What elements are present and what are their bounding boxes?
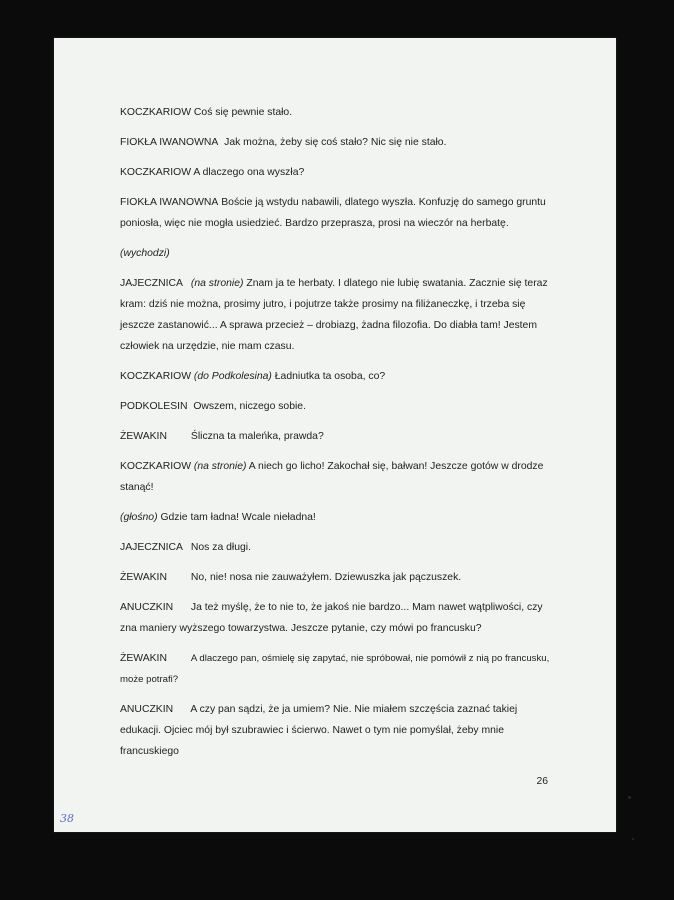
line-text: No, nie! nosa nie zauważyłem. Dziewuszka jak pączuszek. — [190, 572, 462, 583]
dialogue-line — [120, 699, 560, 762]
document-page — [54, 38, 616, 832]
dialogue-line — [120, 648, 560, 690]
dialogue-line — [120, 102, 560, 123]
line-text: Coś się pewnie stało. — [193, 107, 293, 118]
line-text: Owszem, niczego sobie. — [193, 401, 306, 412]
line-text: Znam ja te herbaty. I dlatego nie lubię swatania. Zacznie się teraz kram: dziś nie można, prosimy jutro, i pojutrze także prosimy na filiżaneczkę, i trzeba się jeszcze zastanowić... A sprawa przecież – drobiazg, żadna filozofia. Do diabła tam! Jestem człowiek na urzędzie, nie mam czasu. — [120, 278, 548, 352]
speaker-name: KOCZKARIOW — [120, 371, 192, 382]
speaker-name: FIOKŁA IWANOWNA — [120, 197, 219, 208]
scan-speck — [628, 796, 631, 799]
dialogue-line — [120, 132, 560, 153]
line-text: A dlaczego ona wyszła? — [193, 167, 305, 178]
stage-direction: (głośno) — [120, 512, 158, 523]
speaker-name: ŻEWAKIN — [120, 572, 167, 583]
speaker-name: JAJECZNICA — [120, 542, 183, 553]
line-text: A dlaczego pan, ośmielę się zapytać, nie spróbował, nie pomówił z nią po francusku, może potrafi? — [120, 653, 550, 685]
speaker-name: ANUCZKIN — [120, 704, 174, 715]
scan-speck — [632, 838, 634, 840]
speaker-name: KOCZKARIOW — [120, 461, 192, 472]
dialogue-line — [120, 162, 560, 183]
dialogue-line — [120, 537, 560, 558]
dialogue-line — [120, 456, 560, 498]
line-text: Boście ją wstydu nabawili, dlatego wyszła. Konfuzję do samego gruntu poniosła, więc nie mogła usiedzieć. Bardzo przeprasza, prosi na wieczór na herbatę. — [120, 197, 546, 229]
speaker-name: ŻEWAKIN — [120, 431, 167, 442]
line-text: Jak można, żeby się coś stało? Nic się nie stało. — [224, 137, 447, 148]
speaker-name: ANUCZKIN — [120, 602, 174, 613]
stage-direction: (wychodzi) — [120, 248, 170, 259]
speaker-name: PODKOLESIN — [120, 401, 188, 412]
line-text: A niech go licho! Zakochał się, bałwan! Jeszcze gotów w drodze stanąć! — [120, 461, 544, 493]
speaker-name: FIOKŁA IWANOWNA — [120, 137, 219, 148]
script-text — [120, 102, 560, 771]
line-text: Ja też myślę, że to nie to, że jakoś nie bardzo... Mam nawet wątpliwości, czy zna maniery wyższego towarzystwa. Jeszcze pytanie, czy mówi po francusku? — [120, 602, 543, 634]
dialogue-line — [120, 192, 560, 234]
stage-direction: (do Podkolesina) — [193, 371, 272, 382]
speaker-name: JAJECZNICA — [120, 278, 183, 289]
handwritten-margin-note: 38 — [60, 812, 74, 825]
dialogue-line — [120, 567, 560, 588]
dialogue-line — [120, 366, 560, 387]
line-text: Gdzie tam ładna! Wcale nieładna! — [160, 512, 316, 523]
dialogue-line — [120, 597, 560, 639]
speaker-name: KOCZKARIOW — [120, 167, 192, 178]
stage-direction-line — [120, 243, 560, 264]
line-text: Śliczna ta maleńka, prawda? — [190, 431, 324, 442]
dialogue-line — [120, 426, 560, 447]
line-text: Nos za długi. — [190, 542, 251, 553]
page-number: 26 — [536, 776, 548, 787]
line-text: A czy pan sądzi, że ja umiem? Nie. Nie miałem szczęścia zaznać takiej edukacji. Ojciec mój był szubrawiec i ścierwo. Nawet o tym nie pomyślał, żeby mnie francuskiego — [120, 704, 518, 757]
line-text: Ładniutka ta osoba, co? — [274, 371, 386, 382]
stage-direction: (na stronie) — [193, 461, 247, 472]
stage-direction: (na stronie) — [190, 278, 244, 289]
speaker-name: KOCZKARIOW — [120, 107, 192, 118]
speaker-name: ŻEWAKIN — [120, 653, 167, 664]
dialogue-line — [120, 507, 560, 528]
dialogue-line — [120, 396, 560, 417]
dialogue-line — [120, 273, 560, 357]
